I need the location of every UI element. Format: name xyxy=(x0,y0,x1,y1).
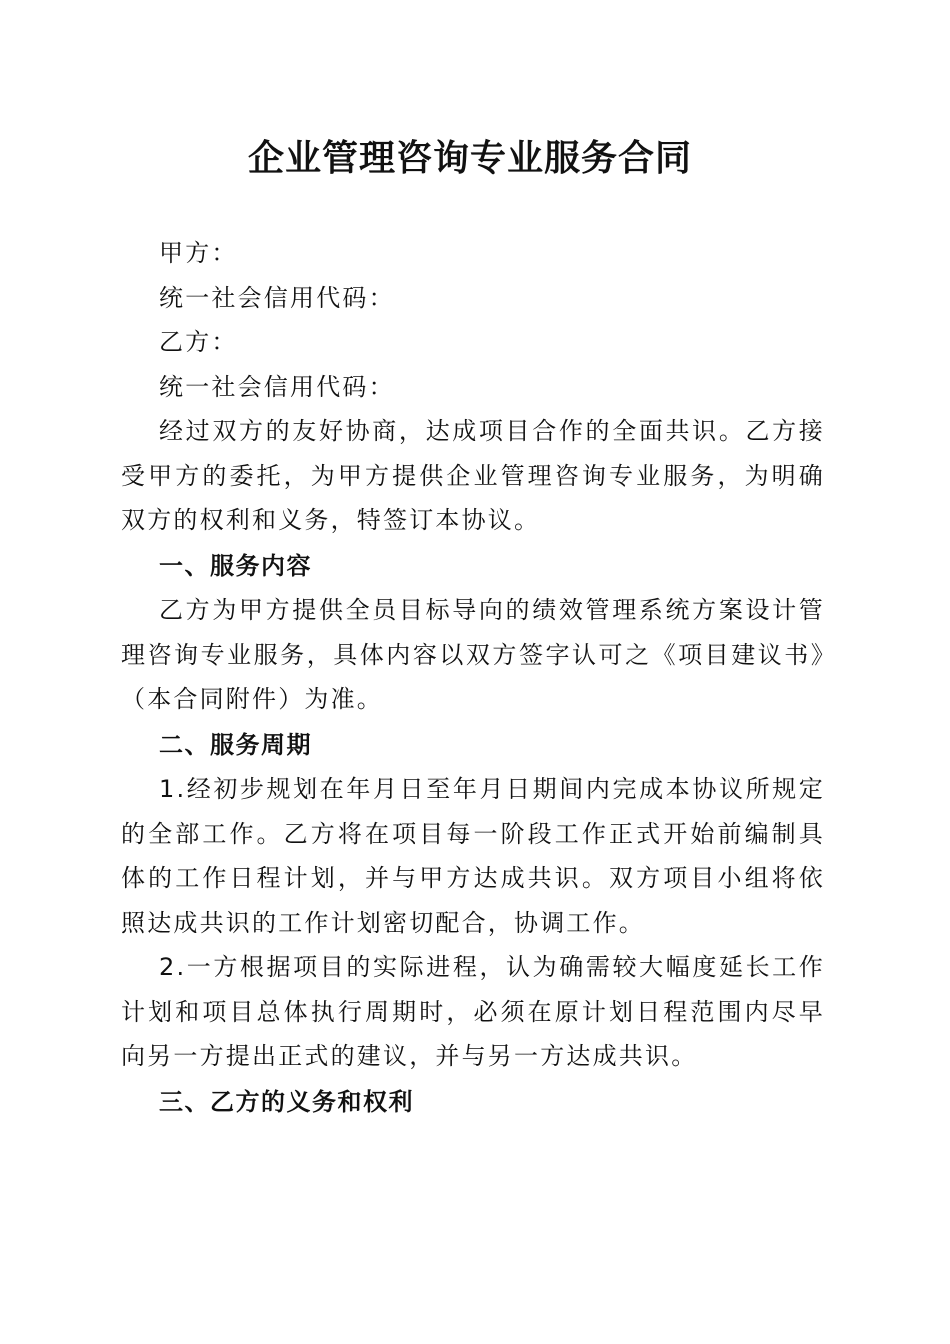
preamble-paragraph: 经过双方的友好协商，达成项目合作的全面共识。乙方接受甲方的委托，为甲方提供企业管理咨询专业服务，为明确双方的权利和义务，特签订本协议。 xyxy=(121,417,825,534)
document-body xyxy=(121,231,825,1124)
party-a-code-line: 统一社会信用代码： xyxy=(159,283,395,312)
document-title: 企业管理咨询专业服务合同 xyxy=(247,137,692,179)
section-heading-service-content: 一、服务内容 xyxy=(159,551,312,580)
service-content-paragraph: 乙方为甲方提供全员目标导向的绩效管理系统方案设计管理咨询专业服务，具体内容以双方签字认可之《项目建议书》（本合同附件）为准。 xyxy=(121,596,825,713)
party-b-line: 乙方： xyxy=(159,328,238,356)
service-period-paragraph-1: 1.经初步规划在年月日至年月日期间内完成本协议所规定的全部工作。乙方将在项目每一阶段工作正式开始前编制具体的工作日程计划，并与甲方达成共识。双方项目小组将依照达成共识的工作计划密切配合，协调工作。 xyxy=(121,775,825,937)
party-a-line: 甲方： xyxy=(159,239,238,267)
section-heading-party-b-obligations: 三、乙方的义务和权利 xyxy=(159,1087,414,1116)
party-b-code-line: 统一社会信用代码： xyxy=(159,372,395,401)
service-period-paragraph-2: 2.一方根据项目的实际进程，认为确需较大幅度延长工作计划和项目总体执行周期时，必须在原计划日程范围内尽早向另一方提出正式的建议，并与另一方达成共识。 xyxy=(121,953,825,1070)
section-heading-service-period: 二、服务周期 xyxy=(159,730,312,759)
